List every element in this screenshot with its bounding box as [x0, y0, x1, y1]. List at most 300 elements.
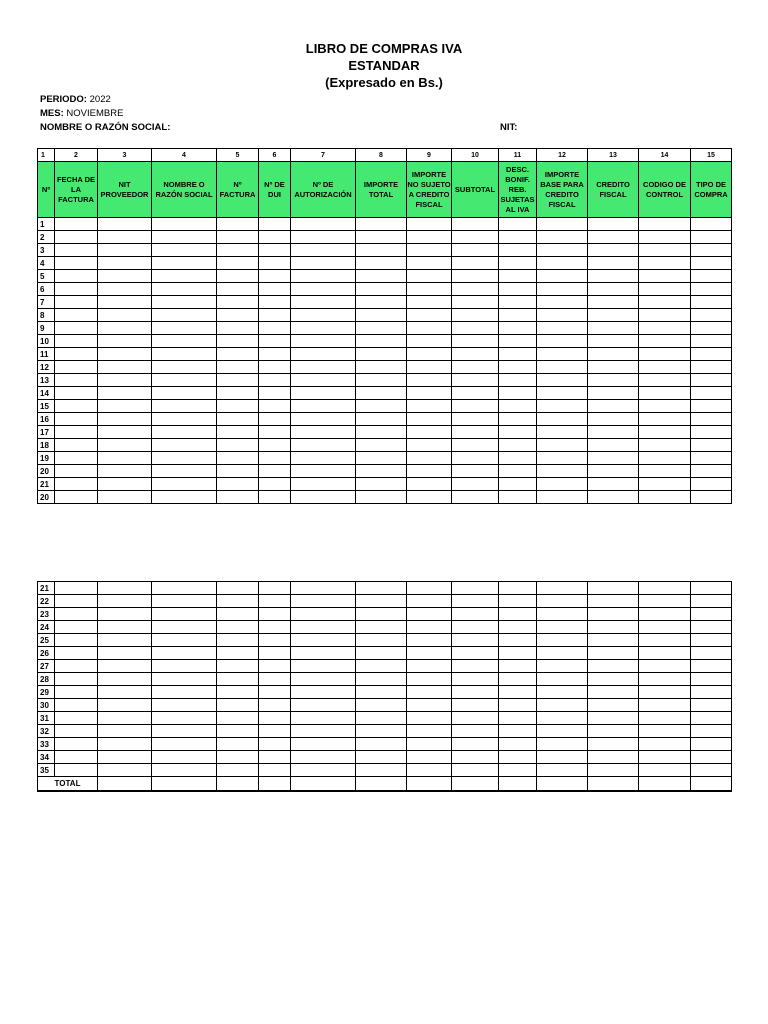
entry-cell[interactable] — [356, 452, 407, 465]
entry-cell[interactable] — [356, 374, 407, 387]
entry-cell[interactable] — [98, 244, 152, 257]
entry-cell[interactable] — [152, 361, 217, 374]
entry-cell[interactable] — [537, 257, 588, 270]
entry-cell[interactable] — [452, 413, 499, 426]
entry-cell[interactable] — [55, 491, 98, 504]
entry-cell[interactable] — [259, 439, 291, 452]
entry-cell[interactable] — [152, 686, 217, 699]
entry-cell[interactable] — [55, 712, 98, 725]
entry-cell[interactable] — [537, 621, 588, 634]
entry-cell[interactable] — [588, 699, 639, 712]
entry-cell[interactable] — [452, 348, 499, 361]
entry-cell[interactable] — [259, 634, 291, 647]
entry-cell[interactable] — [217, 426, 259, 439]
entry-cell[interactable] — [691, 452, 732, 465]
entry-cell[interactable] — [291, 270, 356, 283]
entry-cell[interactable] — [537, 452, 588, 465]
entry-cell[interactable] — [259, 751, 291, 764]
entry-cell[interactable] — [291, 387, 356, 400]
entry-cell[interactable] — [691, 621, 732, 634]
entry-cell[interactable] — [499, 270, 537, 283]
entry-cell[interactable] — [588, 400, 639, 413]
entry-cell[interactable] — [452, 478, 499, 491]
entry-cell[interactable] — [499, 283, 537, 296]
entry-cell[interactable] — [217, 270, 259, 283]
entry-cell[interactable] — [259, 478, 291, 491]
entry-cell[interactable] — [588, 270, 639, 283]
entry-cell[interactable] — [259, 712, 291, 725]
entry-cell[interactable] — [691, 660, 732, 673]
entry-cell[interactable] — [691, 634, 732, 647]
entry-cell[interactable] — [356, 608, 407, 621]
entry-cell[interactable] — [152, 725, 217, 738]
entry-cell[interactable] — [55, 764, 98, 777]
entry-cell[interactable] — [55, 647, 98, 660]
entry-cell[interactable] — [537, 244, 588, 257]
entry-cell[interactable] — [407, 231, 452, 244]
entry-cell[interactable] — [639, 751, 691, 764]
entry-cell[interactable] — [55, 582, 98, 595]
entry-cell[interactable] — [259, 426, 291, 439]
entry-cell[interactable] — [291, 621, 356, 634]
entry-cell[interactable] — [499, 699, 537, 712]
entry-cell[interactable] — [452, 634, 499, 647]
entry-cell[interactable] — [291, 725, 356, 738]
entry-cell[interactable] — [588, 647, 639, 660]
entry-cell[interactable] — [152, 582, 217, 595]
entry-cell[interactable] — [499, 400, 537, 413]
entry-cell[interactable] — [639, 361, 691, 374]
total-cell[interactable] — [98, 777, 152, 792]
entry-cell[interactable] — [588, 244, 639, 257]
entry-cell[interactable] — [499, 361, 537, 374]
entry-cell[interactable] — [259, 764, 291, 777]
entry-cell[interactable] — [407, 400, 452, 413]
entry-cell[interactable] — [55, 621, 98, 634]
entry-cell[interactable] — [259, 361, 291, 374]
entry-cell[interactable] — [152, 322, 217, 335]
entry-cell[interactable] — [217, 322, 259, 335]
entry-cell[interactable] — [217, 738, 259, 751]
entry-cell[interactable] — [499, 309, 537, 322]
entry-cell[interactable] — [152, 270, 217, 283]
entry-cell[interactable] — [639, 270, 691, 283]
entry-cell[interactable] — [356, 582, 407, 595]
total-cell[interactable] — [217, 777, 259, 792]
entry-cell[interactable] — [55, 426, 98, 439]
entry-cell[interactable] — [588, 296, 639, 309]
entry-cell[interactable] — [639, 244, 691, 257]
entry-cell[interactable] — [55, 452, 98, 465]
entry-cell[interactable] — [152, 751, 217, 764]
entry-cell[interactable] — [55, 660, 98, 673]
entry-cell[interactable] — [588, 439, 639, 452]
entry-cell[interactable] — [98, 699, 152, 712]
entry-cell[interactable] — [217, 764, 259, 777]
entry-cell[interactable] — [152, 309, 217, 322]
entry-cell[interactable] — [588, 348, 639, 361]
entry-cell[interactable] — [639, 296, 691, 309]
entry-cell[interactable] — [452, 660, 499, 673]
entry-cell[interactable] — [217, 595, 259, 608]
entry-cell[interactable] — [217, 647, 259, 660]
entry-cell[interactable] — [691, 686, 732, 699]
entry-cell[interactable] — [691, 738, 732, 751]
total-cell[interactable] — [639, 777, 691, 792]
entry-cell[interactable] — [588, 491, 639, 504]
entry-cell[interactable] — [291, 582, 356, 595]
entry-cell[interactable] — [291, 296, 356, 309]
entry-cell[interactable] — [407, 647, 452, 660]
entry-cell[interactable] — [356, 478, 407, 491]
entry-cell[interactable] — [691, 413, 732, 426]
entry-cell[interactable] — [98, 634, 152, 647]
entry-cell[interactable] — [588, 322, 639, 335]
entry-cell[interactable] — [588, 608, 639, 621]
entry-cell[interactable] — [356, 413, 407, 426]
entry-cell[interactable] — [217, 400, 259, 413]
entry-cell[interactable] — [499, 322, 537, 335]
entry-cell[interactable] — [639, 686, 691, 699]
entry-cell[interactable] — [259, 725, 291, 738]
entry-cell[interactable] — [152, 257, 217, 270]
entry-cell[interactable] — [291, 465, 356, 478]
entry-cell[interactable] — [452, 439, 499, 452]
entry-cell[interactable] — [217, 673, 259, 686]
entry-cell[interactable] — [691, 283, 732, 296]
entry-cell[interactable] — [259, 335, 291, 348]
entry-cell[interactable] — [98, 218, 152, 231]
entry-cell[interactable] — [356, 712, 407, 725]
entry-cell[interactable] — [55, 296, 98, 309]
entry-cell[interactable] — [499, 582, 537, 595]
entry-cell[interactable] — [152, 244, 217, 257]
entry-cell[interactable] — [639, 439, 691, 452]
entry-cell[interactable] — [452, 296, 499, 309]
entry-cell[interactable] — [588, 686, 639, 699]
entry-cell[interactable] — [356, 686, 407, 699]
total-cell[interactable] — [259, 777, 291, 792]
entry-cell[interactable] — [691, 478, 732, 491]
entry-cell[interactable] — [98, 608, 152, 621]
entry-cell[interactable] — [98, 673, 152, 686]
entry-cell[interactable] — [98, 413, 152, 426]
entry-cell[interactable] — [588, 764, 639, 777]
entry-cell[interactable] — [639, 335, 691, 348]
entry-cell[interactable] — [356, 361, 407, 374]
entry-cell[interactable] — [639, 400, 691, 413]
entry-cell[interactable] — [537, 218, 588, 231]
entry-cell[interactable] — [152, 296, 217, 309]
entry-cell[interactable] — [407, 270, 452, 283]
entry-cell[interactable] — [537, 491, 588, 504]
entry-cell[interactable] — [407, 764, 452, 777]
entry-cell[interactable] — [588, 218, 639, 231]
entry-cell[interactable] — [499, 439, 537, 452]
entry-cell[interactable] — [55, 595, 98, 608]
entry-cell[interactable] — [499, 335, 537, 348]
entry-cell[interactable] — [452, 712, 499, 725]
entry-cell[interactable] — [452, 322, 499, 335]
entry-cell[interactable] — [691, 270, 732, 283]
entry-cell[interactable] — [452, 283, 499, 296]
entry-cell[interactable] — [691, 699, 732, 712]
entry-cell[interactable] — [537, 296, 588, 309]
entry-cell[interactable] — [588, 309, 639, 322]
entry-cell[interactable] — [98, 491, 152, 504]
entry-cell[interactable] — [291, 595, 356, 608]
entry-cell[interactable] — [356, 764, 407, 777]
entry-cell[interactable] — [588, 582, 639, 595]
entry-cell[interactable] — [291, 686, 356, 699]
entry-cell[interactable] — [152, 634, 217, 647]
entry-cell[interactable] — [639, 764, 691, 777]
entry-cell[interactable] — [407, 478, 452, 491]
entry-cell[interactable] — [537, 582, 588, 595]
entry-cell[interactable] — [217, 244, 259, 257]
entry-cell[interactable] — [98, 361, 152, 374]
entry-cell[interactable] — [499, 218, 537, 231]
entry-cell[interactable] — [291, 751, 356, 764]
entry-cell[interactable] — [639, 465, 691, 478]
entry-cell[interactable] — [691, 335, 732, 348]
entry-cell[interactable] — [588, 426, 639, 439]
entry-cell[interactable] — [452, 335, 499, 348]
entry-cell[interactable] — [588, 725, 639, 738]
entry-cell[interactable] — [152, 283, 217, 296]
entry-cell[interactable] — [639, 595, 691, 608]
entry-cell[interactable] — [639, 426, 691, 439]
entry-cell[interactable] — [55, 335, 98, 348]
entry-cell[interactable] — [356, 296, 407, 309]
entry-cell[interactable] — [639, 660, 691, 673]
entry-cell[interactable] — [407, 608, 452, 621]
entry-cell[interactable] — [98, 660, 152, 673]
entry-cell[interactable] — [291, 426, 356, 439]
entry-cell[interactable] — [537, 426, 588, 439]
entry-cell[interactable] — [537, 634, 588, 647]
entry-cell[interactable] — [98, 621, 152, 634]
entry-cell[interactable] — [639, 452, 691, 465]
entry-cell[interactable] — [98, 764, 152, 777]
entry-cell[interactable] — [407, 218, 452, 231]
entry-cell[interactable] — [98, 231, 152, 244]
entry-cell[interactable] — [291, 452, 356, 465]
entry-cell[interactable] — [407, 751, 452, 764]
entry-cell[interactable] — [356, 426, 407, 439]
entry-cell[interactable] — [452, 738, 499, 751]
entry-cell[interactable] — [452, 465, 499, 478]
entry-cell[interactable] — [639, 283, 691, 296]
entry-cell[interactable] — [452, 725, 499, 738]
entry-cell[interactable] — [499, 465, 537, 478]
entry-cell[interactable] — [588, 751, 639, 764]
entry-cell[interactable] — [588, 634, 639, 647]
entry-cell[interactable] — [55, 361, 98, 374]
entry-cell[interactable] — [639, 491, 691, 504]
entry-cell[interactable] — [691, 426, 732, 439]
entry-cell[interactable] — [217, 218, 259, 231]
entry-cell[interactable] — [639, 608, 691, 621]
entry-cell[interactable] — [356, 634, 407, 647]
entry-cell[interactable] — [499, 712, 537, 725]
entry-cell[interactable] — [639, 348, 691, 361]
entry-cell[interactable] — [407, 348, 452, 361]
entry-cell[interactable] — [407, 634, 452, 647]
entry-cell[interactable] — [452, 244, 499, 257]
entry-cell[interactable] — [291, 374, 356, 387]
entry-cell[interactable] — [217, 699, 259, 712]
entry-cell[interactable] — [217, 751, 259, 764]
entry-cell[interactable] — [259, 452, 291, 465]
entry-cell[interactable] — [356, 491, 407, 504]
entry-cell[interactable] — [537, 348, 588, 361]
entry-cell[interactable] — [152, 712, 217, 725]
entry-cell[interactable] — [152, 608, 217, 621]
entry-cell[interactable] — [217, 660, 259, 673]
entry-cell[interactable] — [98, 439, 152, 452]
entry-cell[interactable] — [217, 478, 259, 491]
entry-cell[interactable] — [407, 738, 452, 751]
entry-cell[interactable] — [98, 257, 152, 270]
entry-cell[interactable] — [537, 374, 588, 387]
entry-cell[interactable] — [639, 647, 691, 660]
total-cell[interactable] — [588, 777, 639, 792]
entry-cell[interactable] — [499, 738, 537, 751]
entry-cell[interactable] — [259, 283, 291, 296]
entry-cell[interactable] — [407, 452, 452, 465]
entry-cell[interactable] — [98, 270, 152, 283]
entry-cell[interactable] — [691, 257, 732, 270]
entry-cell[interactable] — [407, 257, 452, 270]
entry-cell[interactable] — [55, 725, 98, 738]
entry-cell[interactable] — [259, 647, 291, 660]
entry-cell[interactable] — [356, 335, 407, 348]
entry-cell[interactable] — [55, 244, 98, 257]
entry-cell[interactable] — [691, 712, 732, 725]
entry-cell[interactable] — [499, 413, 537, 426]
entry-cell[interactable] — [291, 231, 356, 244]
entry-cell[interactable] — [407, 413, 452, 426]
entry-cell[interactable] — [259, 231, 291, 244]
entry-cell[interactable] — [499, 608, 537, 621]
entry-cell[interactable] — [55, 400, 98, 413]
entry-cell[interactable] — [537, 478, 588, 491]
entry-cell[interactable] — [537, 270, 588, 283]
entry-cell[interactable] — [259, 244, 291, 257]
entry-cell[interactable] — [588, 374, 639, 387]
entry-cell[interactable] — [537, 400, 588, 413]
entry-cell[interactable] — [356, 283, 407, 296]
total-cell[interactable] — [356, 777, 407, 792]
entry-cell[interactable] — [98, 738, 152, 751]
entry-cell[interactable] — [452, 400, 499, 413]
entry-cell[interactable] — [55, 218, 98, 231]
entry-cell[interactable] — [537, 660, 588, 673]
entry-cell[interactable] — [639, 413, 691, 426]
entry-cell[interactable] — [691, 218, 732, 231]
total-cell[interactable] — [407, 777, 452, 792]
entry-cell[interactable] — [407, 491, 452, 504]
entry-cell[interactable] — [291, 647, 356, 660]
entry-cell[interactable] — [356, 699, 407, 712]
entry-cell[interactable] — [291, 699, 356, 712]
entry-cell[interactable] — [452, 361, 499, 374]
entry-cell[interactable] — [499, 751, 537, 764]
entry-cell[interactable] — [407, 621, 452, 634]
entry-cell[interactable] — [537, 608, 588, 621]
entry-cell[interactable] — [291, 673, 356, 686]
entry-cell[interactable] — [98, 335, 152, 348]
entry-cell[interactable] — [407, 335, 452, 348]
entry-cell[interactable] — [291, 283, 356, 296]
entry-cell[interactable] — [691, 595, 732, 608]
entry-cell[interactable] — [639, 322, 691, 335]
entry-cell[interactable] — [691, 296, 732, 309]
entry-cell[interactable] — [217, 725, 259, 738]
entry-cell[interactable] — [407, 686, 452, 699]
entry-cell[interactable] — [152, 478, 217, 491]
entry-cell[interactable] — [55, 387, 98, 400]
entry-cell[interactable] — [356, 231, 407, 244]
entry-cell[interactable] — [356, 244, 407, 257]
entry-cell[interactable] — [452, 608, 499, 621]
entry-cell[interactable] — [291, 491, 356, 504]
entry-cell[interactable] — [55, 309, 98, 322]
entry-cell[interactable] — [691, 608, 732, 621]
entry-cell[interactable] — [152, 465, 217, 478]
entry-cell[interactable] — [499, 764, 537, 777]
entry-cell[interactable] — [98, 283, 152, 296]
entry-cell[interactable] — [537, 361, 588, 374]
entry-cell[interactable] — [407, 673, 452, 686]
entry-cell[interactable] — [639, 309, 691, 322]
entry-cell[interactable] — [152, 231, 217, 244]
entry-cell[interactable] — [452, 582, 499, 595]
entry-cell[interactable] — [452, 621, 499, 634]
entry-cell[interactable] — [55, 673, 98, 686]
entry-cell[interactable] — [152, 218, 217, 231]
entry-cell[interactable] — [499, 231, 537, 244]
entry-cell[interactable] — [588, 413, 639, 426]
entry-cell[interactable] — [217, 465, 259, 478]
entry-cell[interactable] — [537, 738, 588, 751]
entry-cell[interactable] — [356, 309, 407, 322]
entry-cell[interactable] — [499, 478, 537, 491]
entry-cell[interactable] — [55, 751, 98, 764]
entry-cell[interactable] — [259, 608, 291, 621]
entry-cell[interactable] — [452, 426, 499, 439]
entry-cell[interactable] — [55, 738, 98, 751]
entry-cell[interactable] — [98, 387, 152, 400]
entry-cell[interactable] — [217, 634, 259, 647]
entry-cell[interactable] — [291, 413, 356, 426]
entry-cell[interactable] — [452, 647, 499, 660]
entry-cell[interactable] — [537, 712, 588, 725]
entry-cell[interactable] — [691, 348, 732, 361]
entry-cell[interactable] — [152, 491, 217, 504]
entry-cell[interactable] — [356, 647, 407, 660]
entry-cell[interactable] — [152, 452, 217, 465]
entry-cell[interactable] — [152, 335, 217, 348]
entry-cell[interactable] — [259, 387, 291, 400]
entry-cell[interactable] — [537, 322, 588, 335]
entry-cell[interactable] — [98, 348, 152, 361]
entry-cell[interactable] — [499, 452, 537, 465]
entry-cell[interactable] — [499, 374, 537, 387]
entry-cell[interactable] — [217, 686, 259, 699]
entry-cell[interactable] — [537, 387, 588, 400]
